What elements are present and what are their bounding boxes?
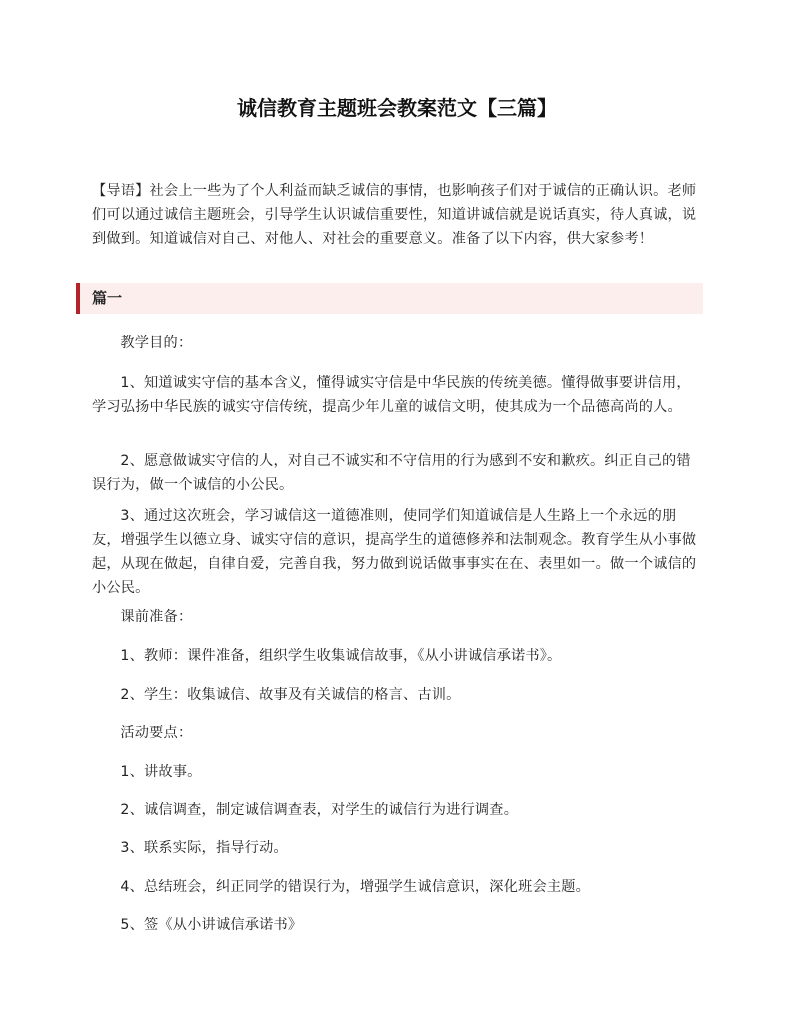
paragraph-goal-1: 1、知道诚实守信的基本含义，懂得诚实守信是中华民族的传统美德。懂得做事要讲信用，学习弘扬中华民族的诚实守信传统，提高少年儿童的诚信文明，使其成为一个品德高尚的人。 [92,375,691,415]
section-accent-bar [76,283,80,314]
paragraph-goal-3: 3、通过这次班会，学习诚信这一道德准则，使同学们知道诚信是人生路上一个永远的朋友，增强学生以德立身、诚实守信的意识，提高学生的道德修养和法制观念。教育学生从小事做起，从现在做起，自律自爱，完善自我，努力做到说话做事事实在在、表里如一。做一个诚信的小公民。 [92,508,697,596]
paragraph-teaching-goal: 教学目的： [120,335,193,351]
intro-paragraph: 【导语】社会上一些为了个人利益而缺乏诚信的事情，也影响孩子们对于诚信的正确认识。老师们可以通过诚信主题班会，引导学生认识诚信重要性，知道讲诚信就是说话真实，待人真诚，说到做到。知道诚信对自己、对他人、对社会的重要意义。准备了以下内容，供大家参考！ [92,183,697,247]
paragraph-activity-5: 5、签《从小讲诚信承诺书》 [120,917,303,933]
paragraph-activity-points: 活动要点： [120,725,193,741]
paragraph-activity-3: 3、联系实际，指导行动。 [120,840,288,856]
section-title: 篇一 [92,289,123,307]
paragraph-goal-2: 2、愿意做诚实守信的人，对自己不诚实和不守信用的行为感到不安和歉疚。纠正自己的错误行为，做一个诚信的小公民。 [92,453,691,493]
document-title: 诚信教育主题班会教案范文【三篇】 [237,96,557,120]
section-header [76,283,703,314]
paragraph-preparation: 课前准备： [120,609,193,625]
paragraph-activity-2: 2、诚信调查，制定诚信调查表，对学生的诚信行为进行调查。 [120,802,519,818]
paragraph-prep-2: 2、学生：收集诚信、故事及有关诚信的格言、古训。 [120,687,461,703]
paragraph-activity-1: 1、讲故事。 [120,764,202,780]
paragraph-prep-1: 1、教师：课件准备，组织学生收集诚信故事，《从小讲诚信承诺书》。 [120,648,562,664]
paragraph-activity-4: 4、总结班会，纠正同学的错误行为，增强学生诚信意识，深化班会主题。 [120,879,591,895]
